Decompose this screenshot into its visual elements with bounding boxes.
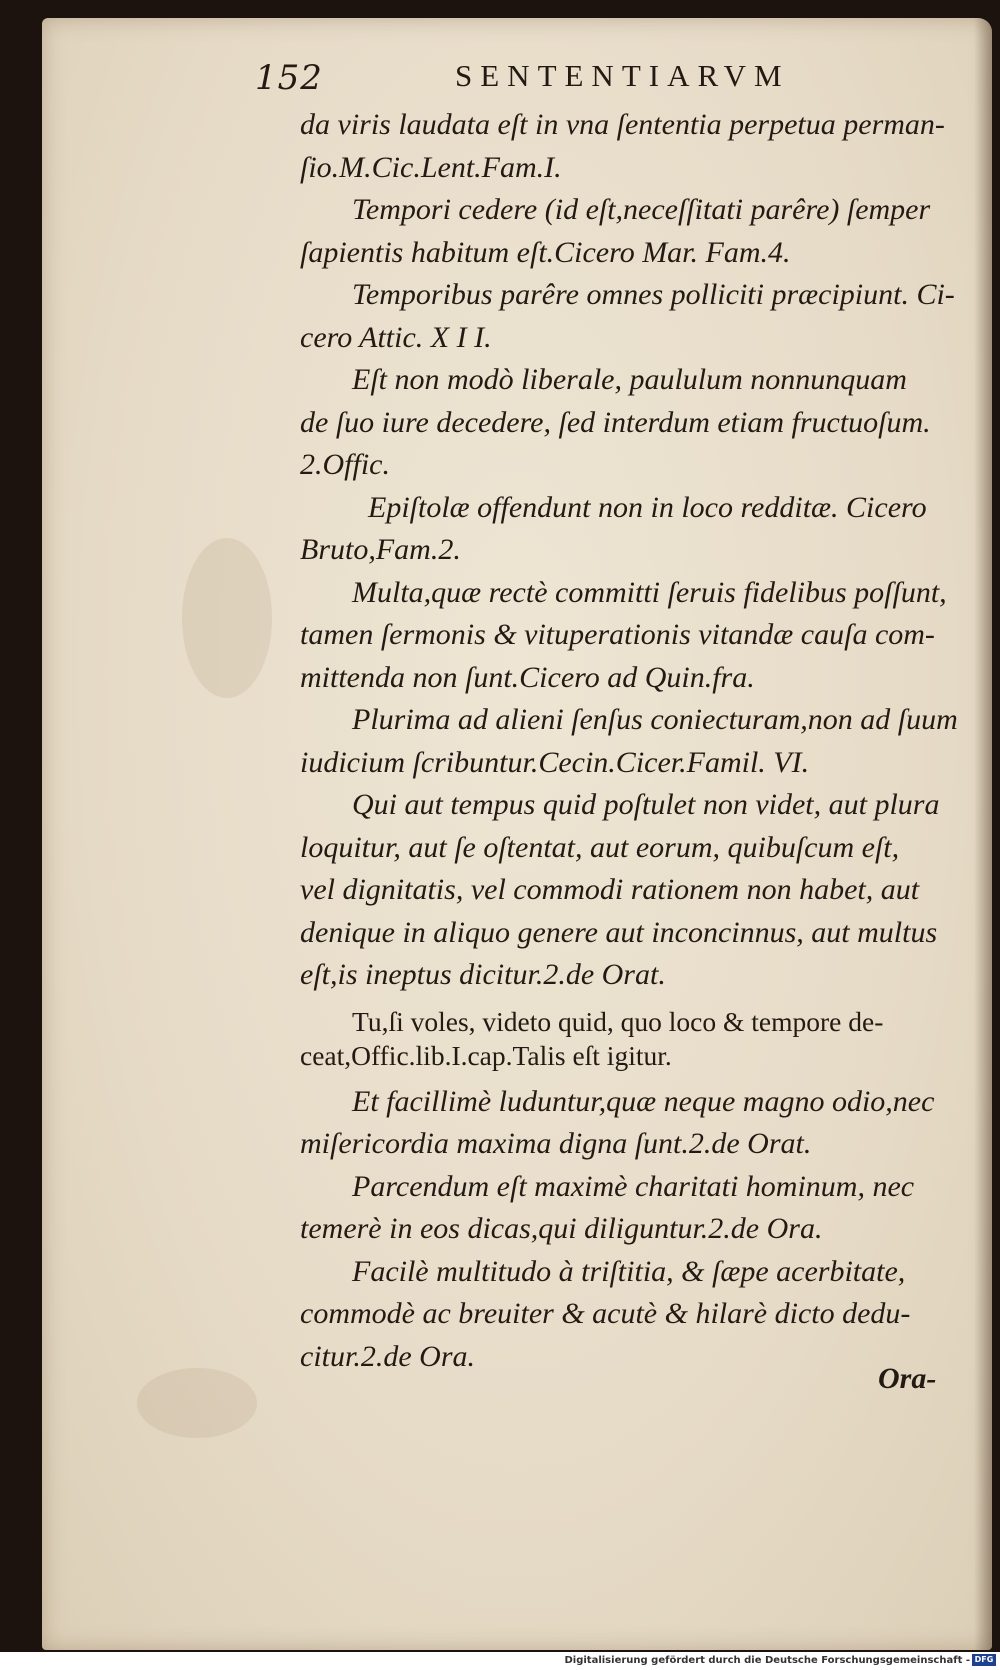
dfg-logo: DFG [972,1654,996,1666]
text-line: Tempori cedere (id eſt,neceſſitati parêre) ſemper [352,193,931,226]
paper-stain [137,1368,257,1438]
text-line: eſt,is ineptus dicitur.2.de Orat. [300,958,666,991]
text-block [300,104,986,1378]
text-line: citur.2.de Ora. [300,1339,475,1373]
text-line: da viris laudata eſt in vna ſententia perpetua perman- [300,108,945,141]
text-line: Epiſtolæ offendunt non in loco redditæ. Cicero [368,490,927,524]
paragraph-gap [300,997,986,1005]
running-title: SENTENTIARVM [455,58,790,93]
text-line: Et facillimè luduntur,quæ neque magno odio,nec [352,1084,935,1118]
roman-paragraph [300,1005,986,1073]
text-line: ſio.M.Cic.Lent.Fam.I. [300,150,562,184]
paragraph-gap [300,1073,986,1081]
text-line: loquitur, aut ſe oſtentat, aut eorum, quibuſcum eſt, [300,830,900,864]
text-line: Facilè multitudo à triſtitia, & ſæpe acerbitate, [352,1254,906,1288]
text-line: denique in aliquo genere aut inconcinnus, aut multus [300,915,938,949]
catchword: Ora- [878,1362,937,1395]
running-head [255,58,815,108]
text-line: commodè ac breuiter & acutè & hilarè dicto dedu- [300,1297,911,1330]
text-line: mittenda non ſunt.Cicero ad Quin.fra. [300,660,755,694]
text-line: Eſt non modò liberale, paululum nonnunquam [352,363,907,396]
text-line: Plurima ad alieni ſenſus coniecturam,non ad ſuum [352,703,958,736]
text-line: Tu,ſi voles, videto quid, quo loco & tempore de- [352,1005,884,1037]
text-line: de ſuo iure decedere, ſed interdum etiam fructuoſum. [300,405,931,439]
text-line: Bruto,Fam.2. [300,533,461,566]
text-line: temerè in eos dicas,qui diliguntur.2.de Ora. [300,1212,823,1245]
text-line: ceat,Offic.lib.I.cap.Talis eſt igitur. [300,1039,672,1071]
paper-stain [182,538,272,698]
text-line: Temporibus parêre omnes polliciti præcipiunt. Ci- [352,278,955,311]
text-line: 2.Offic. [300,448,390,481]
digitization-credit: Digitalisierung gefördert durch die Deutsche Forschungsgemeinschaft - [564,1655,970,1666]
text-line: tamen ſermonis & vituperationis vitandæ cauſa com- [300,618,935,651]
text-line: iudicium ſcribuntur.Cecin.Cicer.Famil. VI. [300,745,810,779]
text-line: vel dignitatis, vel commodi rationem non habet, aut [300,873,920,906]
text-line: Multa,quæ rectè committi ſeruis fidelibus poſſunt, [352,575,947,609]
text-line: Qui aut tempus quid poſtulet non videt, aut plura [352,788,940,821]
page-number: 152 [255,58,323,98]
text-line: ſapientis habitum eſt.Cicero Mar. Fam.4. [300,235,791,269]
text-line: miſericordia maxima digna ſunt.2.de Orat. [300,1127,812,1160]
text-line: cero Attic. X I I. [300,320,492,354]
text-line: Parcendum eſt maximè charitati hominum, nec [352,1169,915,1203]
